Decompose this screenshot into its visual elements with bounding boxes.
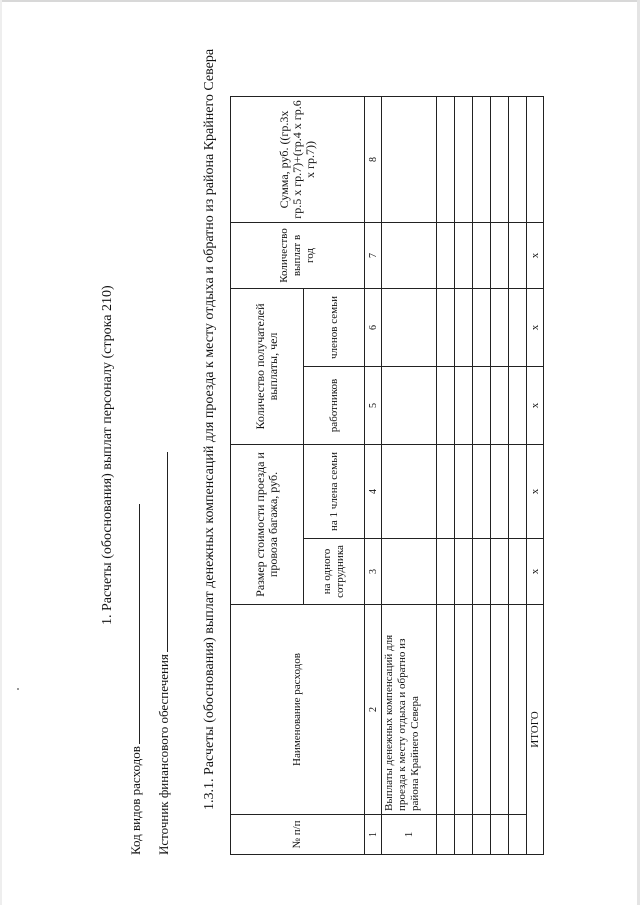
header-cost-group: Размер стоимости проезда и провоза багажа, руб. (231, 444, 304, 604)
subsection-heading: 1.3.1. Расчеты (обоснования) выплат денежных компенсаций для проезда к месту отдыха и обратно из района Крайнего Севера (202, 48, 217, 810)
header-cost-employee: на одного сотрудника (304, 539, 365, 605)
calculation-table (230, 96, 544, 855)
funding-source-blank (155, 452, 168, 652)
blank-row (473, 96, 491, 854)
index-cell: 6 (365, 288, 382, 366)
funding-source-label: Источник финансового обеспечения (156, 654, 171, 855)
row-cost-employee (382, 539, 437, 605)
row-family (382, 288, 437, 366)
total-label: ИТОГО (527, 605, 544, 855)
index-cell: 7 (365, 222, 382, 288)
scan-speck (17, 688, 19, 690)
total-count: x (527, 222, 544, 288)
header-count-per-year: Количество выплат в год (231, 222, 365, 288)
row-count (382, 222, 437, 288)
page-edge-top (0, 0, 640, 2)
header-recipients-workers: работников (304, 366, 365, 444)
funding-source-line (155, 452, 172, 855)
row-num: 1 (382, 815, 437, 855)
blank-row (509, 96, 527, 854)
page-edge-left (0, 0, 2, 905)
index-cell: 5 (365, 366, 382, 444)
header-recipients-family: членов семьи (304, 288, 365, 366)
total-sum (527, 96, 544, 222)
row-workers (382, 366, 437, 444)
blank-row (455, 96, 473, 854)
total-cost-family: x (527, 444, 544, 538)
column-index-row (365, 96, 382, 854)
section-heading: 1. Расчеты (обоснования) выплат персоналу (строка 210) (100, 285, 115, 625)
index-cell: 4 (365, 444, 382, 538)
header-cost-family: на 1 члена семьи (304, 444, 365, 538)
index-cell: 1 (365, 815, 382, 855)
total-row (527, 96, 544, 854)
total-family: x (527, 288, 544, 366)
expense-code-label: Код видов расходов (128, 746, 143, 855)
row-sum (382, 96, 437, 222)
row-cost-family (382, 444, 437, 538)
rotated-document (100, 48, 640, 855)
table-row (382, 96, 437, 854)
index-cell: 3 (365, 539, 382, 605)
header-recipients-group: Количество получателей выплаты, чел (231, 288, 304, 444)
blank-row (491, 96, 509, 854)
index-cell: 2 (365, 605, 382, 815)
index-cell: 8 (365, 96, 382, 222)
header-name: Наименование расходов (231, 605, 365, 815)
header-row-1 (231, 96, 304, 854)
header-num: № п/п (231, 815, 365, 855)
expense-code-line (127, 504, 144, 855)
total-cost-employee: x (527, 539, 544, 605)
blank-row (437, 96, 455, 854)
row-name: Выплаты денежных компенсаций для проезда к месту отдыха и обратно из района Крайнего Севера (382, 605, 437, 815)
expense-code-blank (127, 504, 140, 744)
header-sum: Сумма, руб. ((гр.3х гр.5 х гр.7)+(гр.4 х гр.6 х гр.7)) (231, 96, 365, 222)
total-workers: x (527, 366, 544, 444)
